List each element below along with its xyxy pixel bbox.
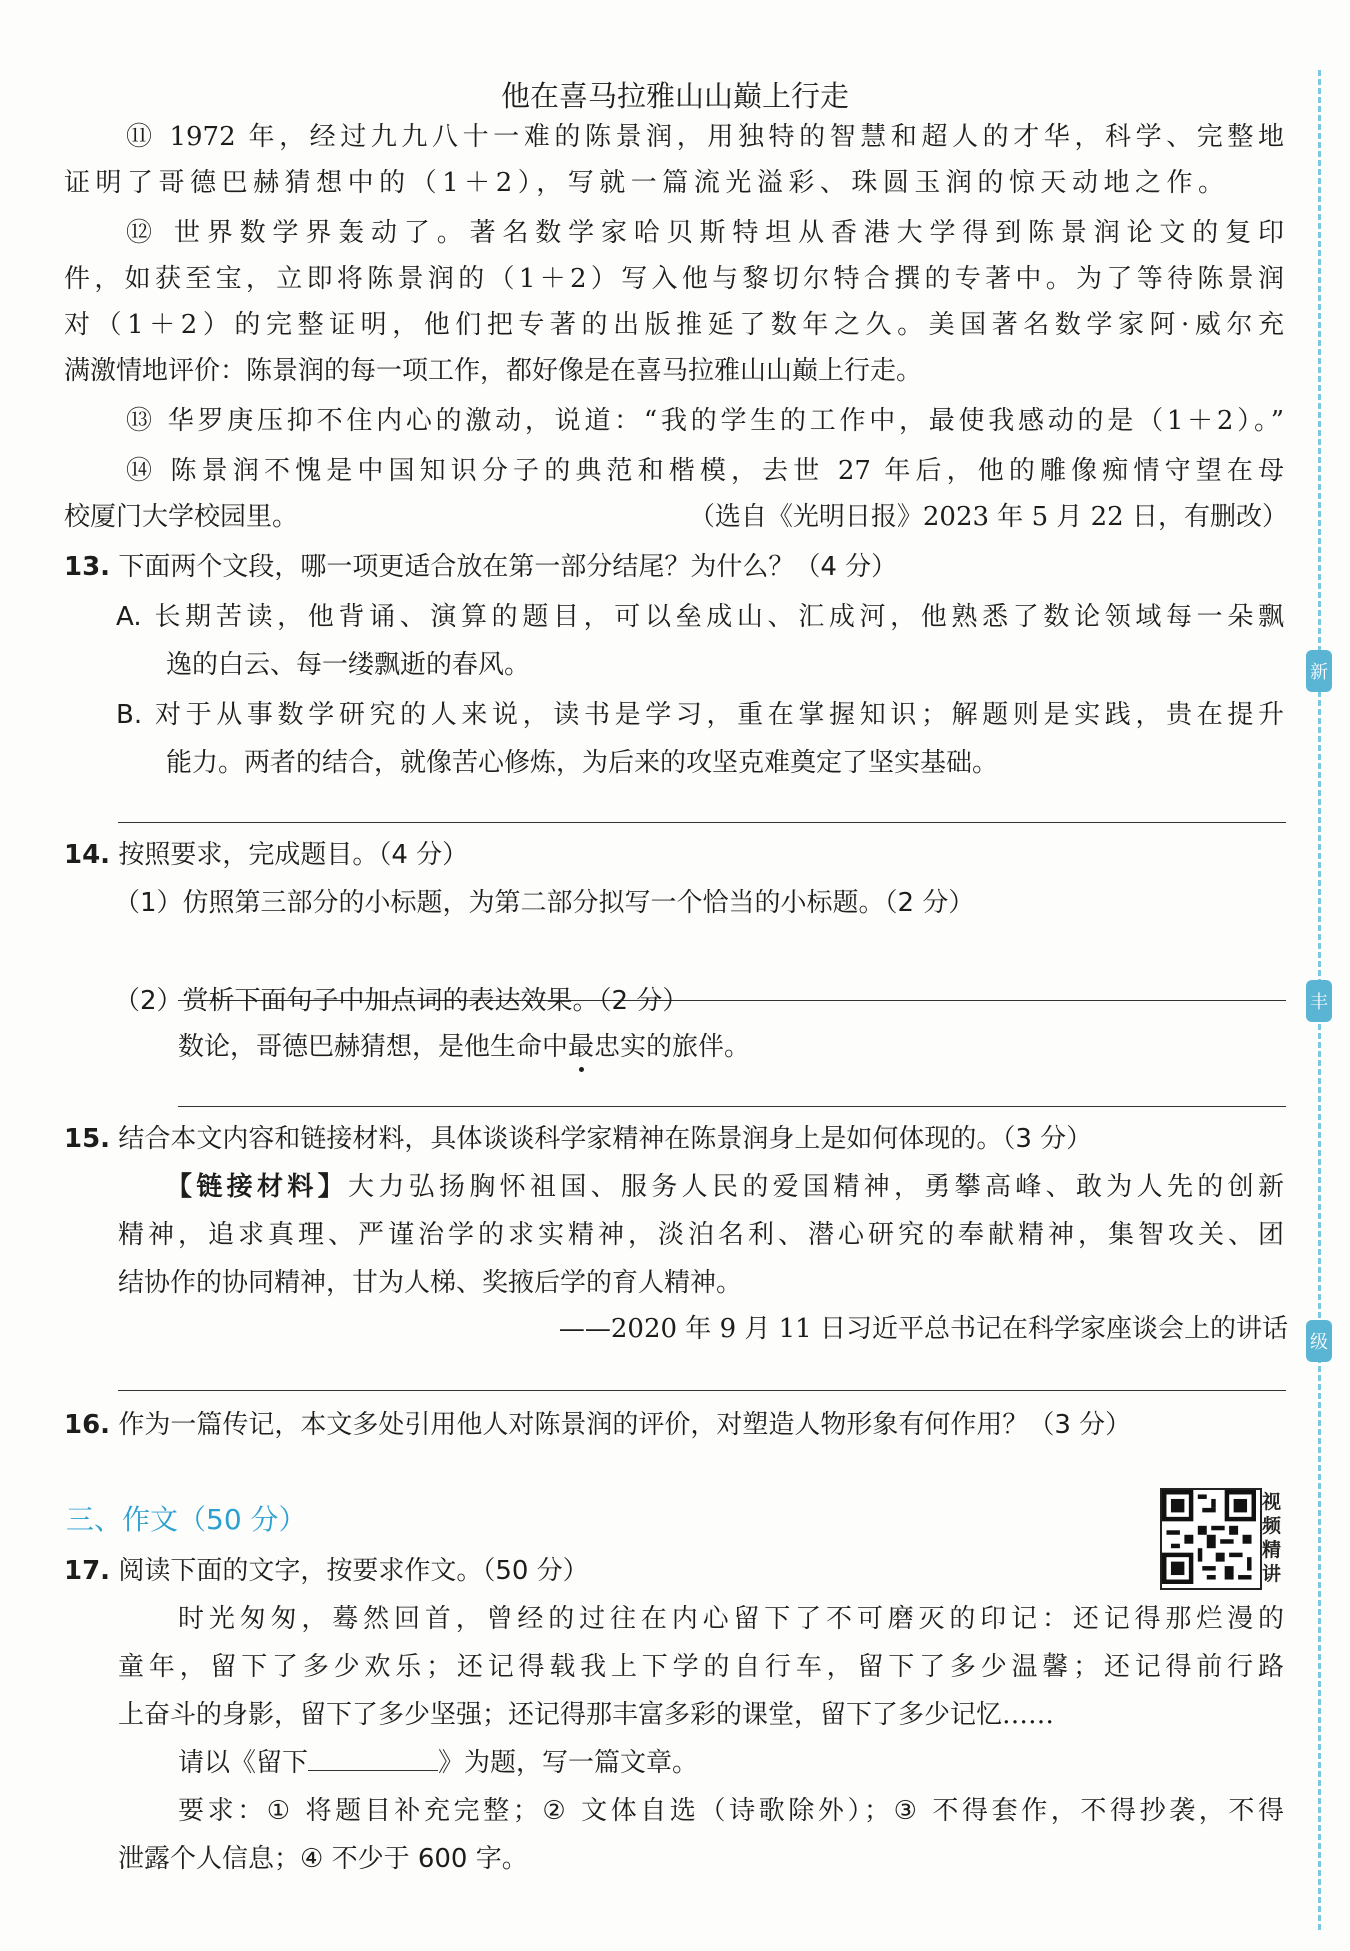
- paragraph-13-line-1: ⑬ 华罗庚压抑不住内心的激动，说道：“我的学生的工作中，最使我感动的是（1＋2）。”: [126, 406, 1284, 436]
- essay-title-instruction: [178, 1744, 698, 1782]
- question-14-text: 按照要求，完成题目。（4 分）: [118, 840, 469, 870]
- quoted-sentence: [178, 1028, 750, 1066]
- question-16: [64, 1406, 1131, 1444]
- question-13-text: 下面两个文段，哪一项更适合放在第一部分结尾？为什么？（4 分）: [118, 552, 898, 582]
- paragraph-11-line-1: ⑪ 1972 年，经过九九八十一难的陈景润，用独特的智慧和超人的才华，科学、完整地: [126, 122, 1284, 152]
- link-material-text-1: 大力弘扬胸怀祖国、服务人民的爱国精神，勇攀高峰、敢为人先的创新: [348, 1172, 1284, 1202]
- essay-requirements-line-2: 泄露个人信息；④ 不少于 600 字。: [118, 1844, 528, 1874]
- side-tab: 级: [1306, 1320, 1332, 1362]
- question-15: [64, 1120, 1092, 1158]
- question-14-sub-1: （1）仿照第三部分的小标题，为第二部分拟写一个恰当的小标题。（2 分）: [114, 888, 975, 918]
- option-a-line-1: A. 长期苦读，他背诵、演算的题目，可以垒成山、汇成河，他熟悉了数论领域每一朵飘: [116, 602, 1284, 632]
- paragraph-11-line-2: 证明了哥德巴赫猜想中的（1＋2），写就一篇流光溢彩、珠圆玉润的惊天动地之作。: [64, 168, 1224, 198]
- paragraph-14-line-2: 校厦门大学校园里。: [64, 502, 299, 532]
- section-3-heading: 三、作文（50 分）: [66, 1503, 307, 1536]
- paragraph-12-line-3: 对（1＋2）的完整证明，他们把专著的出版推延了数年之久。美国著名数学家阿·威尔充: [64, 310, 1284, 340]
- question-17-number: 17.: [64, 1556, 111, 1586]
- question-16-text: 作为一篇传记，本文多处引用他人对陈景润的评价，对塑造人物形象有何作用？（3 分）: [118, 1410, 1132, 1440]
- source-citation: （选自《光明日报》2023 年 5 月 22 日，有删改）: [688, 502, 1288, 532]
- qr-code-icon: [1162, 1490, 1256, 1584]
- essay-title-instruction-end: 》为题，写一篇文章。: [438, 1748, 699, 1778]
- speech-attribution: ——2020 年 9 月 11 日习近平总书记在科学家座谈会上的讲话: [558, 1314, 1288, 1344]
- qr-code[interactable]: [1160, 1488, 1262, 1590]
- quoted-sentence-start: 数论，哥德巴赫猜想，是他生命中: [178, 1032, 569, 1062]
- emphasis-dotted-word: 最: [568, 1032, 595, 1062]
- option-a-line-2: 逸的白云、每一缕飘逝的春风。: [166, 650, 531, 680]
- link-material-label: 【链接材料】: [166, 1172, 348, 1202]
- question-15-text: 结合本文内容和链接材料，具体谈谈科学家精神在陈景润身上是如何体现的。（3 分）: [118, 1124, 1093, 1154]
- link-material-line-1: [166, 1168, 1284, 1206]
- question-14: [64, 836, 468, 874]
- answer-line-15[interactable]: [118, 1390, 1286, 1391]
- answer-line-14-2[interactable]: [178, 1106, 1286, 1107]
- essay-prompt-line-2: 童年，留下了多少欢乐；还记得载我上下学的自行车，留下了多少温馨；还记得前行路: [118, 1652, 1284, 1682]
- paragraph-14-line-1: ⑭ 陈景润不愧是中国知识分子的典范和楷模，去世 27 年后，他的雕像痴情守望在母: [126, 456, 1284, 486]
- option-b-line-1: B. 对于从事数学研究的人来说，读书是学习，重在掌握知识；解题则是实践，贵在提升: [116, 700, 1284, 730]
- question-13: [64, 548, 897, 586]
- qr-code-label: 视频精讲: [1262, 1491, 1282, 1585]
- question-13-number: 13.: [64, 552, 111, 582]
- question-17-text: 阅读下面的文字，按要求作文。（50 分）: [118, 1556, 589, 1586]
- link-material-line-2: 精神，追求真理、严谨治学的求实精神，淡泊名利、潜心研究的奉献精神，集智攻关、团: [118, 1220, 1284, 1250]
- essay-title-instruction-start: 请以《留下: [178, 1748, 309, 1778]
- answer-line-13[interactable]: [118, 822, 1286, 823]
- question-17: [64, 1552, 589, 1590]
- title-blank[interactable]: [308, 1744, 438, 1771]
- question-14-sub-2: （2）赏析下面句子中加点词的表达效果。（2 分）: [114, 986, 689, 1016]
- paragraph-12-line-2: 件，如获至宝，立即将陈景润的（1＋2）写入他与黎切尔特合撰的专著中。为了等待陈景润: [64, 264, 1284, 294]
- essay-prompt-line-1: 时光匆匆，蓦然回首，曾经的过往在内心留下了不可磨灭的印记：还记得那烂漫的: [178, 1604, 1284, 1634]
- question-16-number: 16.: [64, 1410, 111, 1440]
- side-tab: 新: [1306, 650, 1332, 692]
- article-title: 他在喜马拉雅山山巅上行走: [500, 79, 849, 113]
- side-tab: 丰: [1306, 980, 1332, 1022]
- question-14-number: 14.: [64, 840, 111, 870]
- quoted-sentence-end: 忠实的旅伴。: [594, 1032, 751, 1062]
- essay-prompt-line-3: 上奋斗的身影，留下了多少坚强；还记得那丰富多彩的课堂，留下了多少记忆……: [118, 1700, 1055, 1730]
- question-15-number: 15.: [64, 1124, 111, 1154]
- paragraph-12-line-1: ⑫ 世界数学界轰动了。著名数学家哈贝斯特坦从香港大学得到陈景润论文的复印: [126, 218, 1284, 248]
- paragraph-12-line-4: 满激情地评价：陈景润的每一项工作，都好像是在喜马拉雅山山巅上行走。: [64, 356, 923, 386]
- essay-requirements-line-1: 要求：① 将题目补充完整；② 文体自选（诗歌除外）；③ 不得套作，不得抄袭，不得: [178, 1796, 1284, 1826]
- link-material-line-3: 结协作的协同精神，甘为人梯、奖掖后学的育人精神。: [118, 1268, 743, 1298]
- option-b-line-2: 能力。两者的结合，就像苦心修炼，为后来的攻坚克难奠定了坚实基础。: [166, 748, 999, 778]
